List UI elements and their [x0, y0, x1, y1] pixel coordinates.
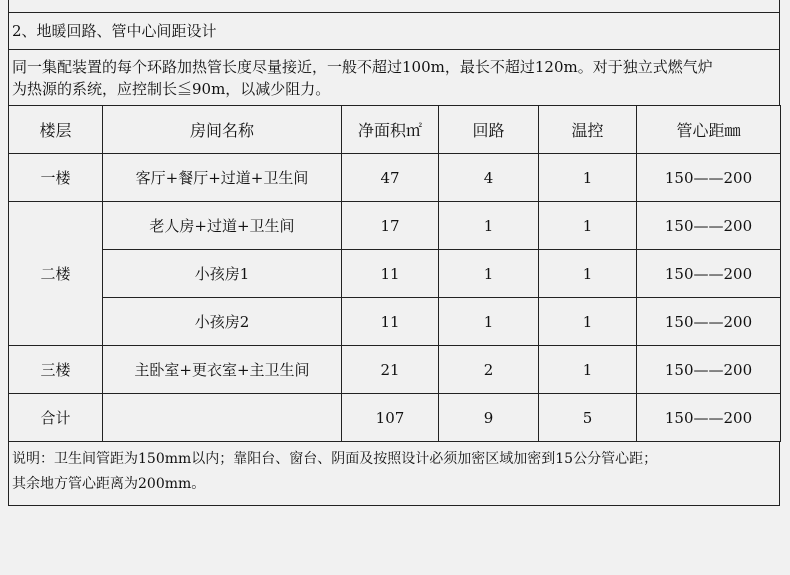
loops-cell: 4 — [439, 154, 539, 202]
note-paragraph — [8, 442, 780, 506]
header-pipe-spacing: 管心距㎜ — [637, 106, 781, 154]
area-cell: 11 — [342, 250, 439, 298]
area-cell: 17 — [342, 202, 439, 250]
header-room-name: 房间名称 — [103, 106, 342, 154]
table-row — [9, 346, 781, 394]
total-room-cell — [103, 394, 342, 442]
header-net-area: 净面积㎡ — [342, 106, 439, 154]
document-sheet — [8, 0, 780, 506]
intro-line: 同一集配装置的每个环路加热管长度尽量接近，一般不超过100m，最长不超过120m。对于独立式燃气炉 — [12, 58, 713, 76]
loops-cell: 1 — [439, 298, 539, 346]
total-label-cell: 合计 — [9, 394, 103, 442]
total-spacing-cell: 150——200 — [637, 394, 781, 442]
area-cell: 11 — [342, 298, 439, 346]
thermostat-cell: 1 — [539, 250, 637, 298]
total-loops-cell: 9 — [439, 394, 539, 442]
header-floor: 楼层 — [9, 106, 103, 154]
header-loops: 回路 — [439, 106, 539, 154]
room-name-cell: 主卧室+更衣室+主卫生间 — [103, 346, 342, 394]
thermostat-cell: 1 — [539, 346, 637, 394]
note-line: 其余地方管心距离为200mm。 — [12, 476, 206, 492]
table-row — [9, 202, 781, 250]
room-name-cell: 小孩房1 — [103, 250, 342, 298]
floor-cell: 二楼 — [9, 202, 103, 346]
thermostat-cell: 1 — [539, 154, 637, 202]
loops-cell: 1 — [439, 202, 539, 250]
loops-cell: 2 — [439, 346, 539, 394]
table-header-row — [9, 106, 781, 154]
thermostat-cell: 1 — [539, 298, 637, 346]
room-name-cell: 小孩房2 — [103, 298, 342, 346]
header-thermostat: 温控 — [539, 106, 637, 154]
floor-cell: 三楼 — [9, 346, 103, 394]
spacing-cell: 150——200 — [637, 346, 781, 394]
intro-paragraph — [8, 50, 780, 105]
previous-section-edge — [8, 0, 780, 13]
total-thermostat-cell: 5 — [539, 394, 637, 442]
intro-line: 为热源的系统，应控制长≦90m，以减少阻力。 — [12, 80, 331, 98]
spacing-cell: 150——200 — [637, 298, 781, 346]
table-total-row — [9, 394, 781, 442]
area-cell: 47 — [342, 154, 439, 202]
area-cell: 21 — [342, 346, 439, 394]
room-name-cell: 客厅+餐厅+过道+卫生间 — [103, 154, 342, 202]
total-area-cell: 107 — [342, 394, 439, 442]
spacing-cell: 150——200 — [637, 250, 781, 298]
spacing-cell: 150——200 — [637, 154, 781, 202]
loop-design-table — [8, 105, 781, 442]
table-row — [9, 250, 781, 298]
spacing-cell: 150——200 — [637, 202, 781, 250]
table-row — [9, 154, 781, 202]
thermostat-cell: 1 — [539, 202, 637, 250]
floor-cell: 一楼 — [9, 154, 103, 202]
room-name-cell: 老人房+过道+卫生间 — [103, 202, 342, 250]
table-row — [9, 298, 781, 346]
loops-cell: 1 — [439, 250, 539, 298]
section-title: 2、地暖回路、管中心间距设计 — [8, 13, 780, 50]
note-line: 说明：卫生间管距为150mm以内；靠阳台、窗台、阴面及按照设计必须加密区域加密到15公分管心距； — [12, 451, 658, 467]
